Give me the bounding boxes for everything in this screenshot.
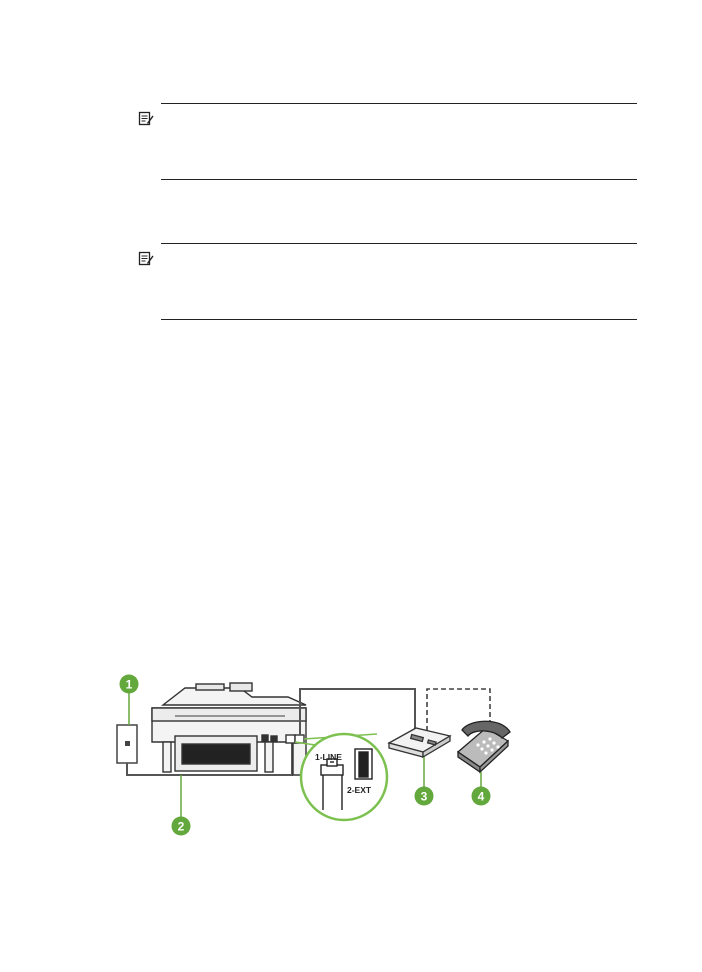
svg-text:4: 4	[477, 789, 485, 804]
svg-text:3: 3	[420, 789, 428, 804]
ext-port	[355, 749, 372, 779]
printer	[152, 683, 306, 775]
callout-3	[415, 787, 434, 806]
line-port-label: 1-LINE	[315, 752, 342, 762]
svg-text:1: 1	[125, 677, 133, 692]
callout-1	[120, 675, 139, 694]
wall-jack	[117, 725, 137, 763]
telephone	[458, 721, 510, 772]
callout-4	[472, 787, 491, 806]
answering-machine	[389, 728, 450, 757]
port-detail-inset	[301, 734, 387, 820]
ext-port-label: 2-EXT	[347, 785, 372, 795]
svg-text:2: 2	[177, 819, 185, 834]
callout-2	[172, 817, 191, 836]
phone-cord-printer-to-answering-machine	[300, 689, 415, 735]
